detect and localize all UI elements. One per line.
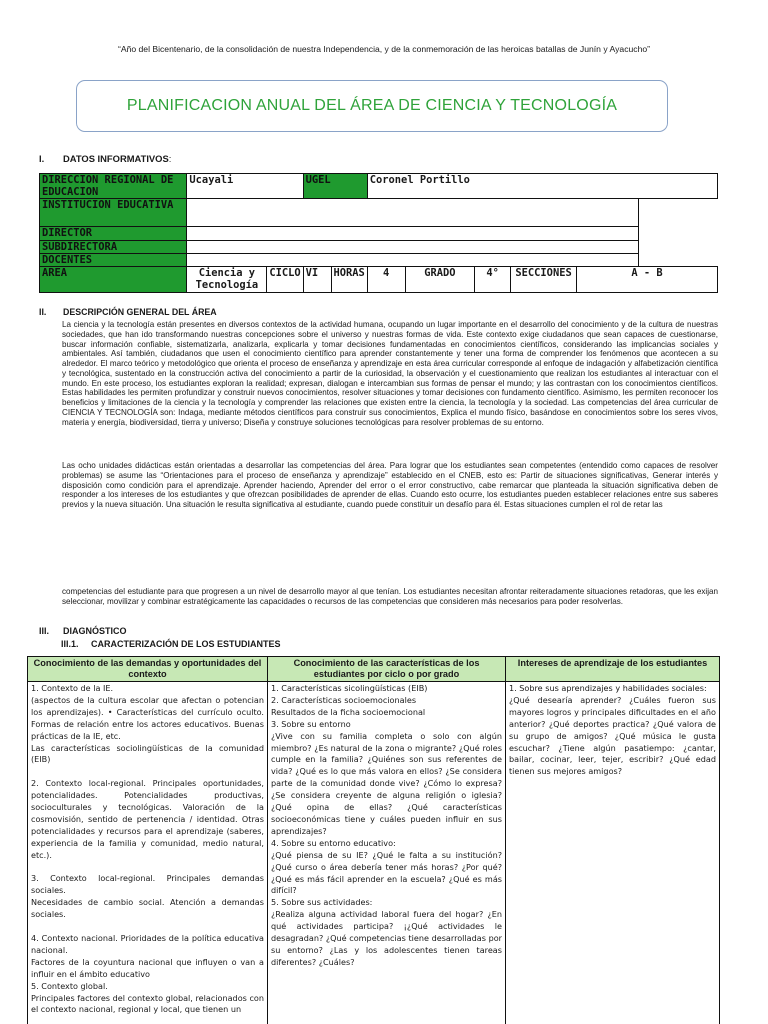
section-diagnostico-heading [39, 626, 127, 636]
section-title: DIAGNÓSTICO [63, 626, 127, 636]
diagnostico-line: ¿Realiza alguna actividad laboral fuera del hogar? ¿En qué actividades participa? ¡¿Qué actividades le desagradan? ¿Qué competencias tiene desarrolladas por su entorno? ¿Las y los adolescentes tienen tareas diferentes? ¿Cuáles? [271, 909, 502, 967]
diagnostico-line: 2. Características socioemocionales [271, 694, 417, 705]
diagnostico-line: 3. Sobre su entorno [271, 718, 351, 729]
diagnostico-line: 1. Características sicolingüísticas (EIB) [271, 683, 428, 693]
ugel-label: UGEL [303, 174, 367, 199]
section-datos-heading [39, 153, 171, 164]
dre-label: DIRECCION REGIONAL DE EDUCACION [40, 174, 187, 199]
subsection-caracterizacion-heading [61, 639, 281, 649]
horas-label: HORAS [331, 267, 367, 293]
section-title: DATOS INFORMATIVOS [63, 153, 169, 164]
subsection-title: CARACTERIZACIÓN DE LOS ESTUDIANTES [91, 639, 281, 649]
diagnostico-line: 4. Contexto nacional. Prioridades de la política educativa nacional. [31, 932, 264, 955]
diagnostico-line: 3. Contexto local-regional. Principales demandas sociales. [31, 873, 264, 896]
subdirectora-value [187, 240, 638, 253]
secciones-value: A - B [577, 267, 718, 293]
section-title: DESCRIPCIÓN GENERAL DEL ÁREA [63, 307, 217, 317]
header-intereses: Intereses de aprendizaje de los estudiantes [506, 657, 720, 682]
diagnostico-line: ¿Vive con su familia completa o solo con algún miembro? ¿Es natural de la zona o migrante? ¿Qué roles cumple en la familia? ¿Quiénes son sus referentes de vida? ¿Qué es lo que más valora en ellos? ¿Se considera parte de la comunidad donde vive? ¿Cómo lo expresa? ¿Se considera creyente de alguna religión o iglesia? ¿Qué opina de ellas? ¿Qué características socioeconómicas tiene y cuáles pueden influir en sus aprendizajes? [271, 730, 502, 836]
grado-label: GRADO [405, 267, 475, 293]
diagnostico-table [27, 656, 720, 1024]
section-number: III. [39, 626, 50, 636]
diagnostico-spacer [31, 766, 264, 778]
area-label: AREA [40, 267, 187, 293]
diagnostico-line: 5. Contexto global. [31, 980, 108, 991]
grado-value: 4° [475, 267, 511, 293]
descripcion-paragraph-2: Las ocho unidades didácticas están orientadas a desarrollar las competencias del área. Para lograr que los estudiantes sean competentes (entendido como capaces de resolver problemas) se asume las “Orientaciones para el proceso de enseñanza y aprendizaje” establecido en el CNEB, esto es: Partir de situaciones significativas, Generar interés y disposición como condición para el aprendizaje. Aprender haciendo, Aprender del error o el error constructivo, cabe remarcar que planteada la situación significativa deben de responder a los intereses de los estudiantes y que ofrezcan posibilidades de aprender de ellas. Cuando esto ocurre, los estudiantes pueden establecer relaciones entre sus saberes previos y la nueva situación. Una situación le resulta significativa al estudiante, cuando puede constituir un desafío para él. Estas situaciones cumplen el rol de retar las [62, 461, 718, 509]
header-demandas: Conocimiento de las demandas y oportunidades del contexto [28, 657, 268, 682]
ciclo-value: VI [303, 267, 331, 293]
diagnostico-line: Resultados de la ficha socioemocional [271, 706, 426, 717]
secciones-label: SECCIONES [511, 267, 577, 293]
docentes-value [187, 253, 638, 266]
diagnostico-line: 1. Sobre sus aprendizajes y habilidades sociales: [509, 683, 707, 693]
section-colon: : [168, 153, 172, 164]
docentes-label: DOCENTES [40, 253, 187, 266]
diagnostico-line: 1. Contexto de la IE. [31, 683, 114, 693]
institucion-value [187, 199, 638, 227]
caracteristicas-cell [268, 682, 506, 1024]
header-caracteristicas: Conocimiento de las características de los estudiantes por ciclo o por grado [268, 657, 506, 682]
diagnostico-line: Necesidades de cambio social. Atención a demandas sociales. [31, 897, 264, 920]
area-value: Ciencia y Tecnología [187, 267, 267, 293]
datos-informativos-table [39, 173, 718, 293]
diagnostico-line: 5. Sobre sus actividades: [271, 897, 373, 908]
diagnostico-line: Principales factores del contexto global, relacionados con el contexto nacional, regional y local, que tienen un [31, 992, 264, 1015]
ugel-value: Coronel Portillo [367, 174, 717, 199]
diagnostico-line: ¿Qué desearía aprender? ¿Cuáles fueron sus mayores logros y principales dificultades en el año anterior? ¿Qué deportes practica? ¿Qué valora de su grupo de amigos? ¿Qué música le gusta escuchar? ¿Tiene algún pasatiempo: ¿cantar, bailar, cocinar, leer, tejer, escribir? ¿Qué edad tienen sus mejores amigos? [509, 694, 716, 777]
diagnostico-line: Factores de la coyuntura nacional que influyen o van a influir en el ámbito educativo [31, 956, 264, 979]
diagnostico-spacer [31, 862, 264, 874]
diagnostico-line: ¿Qué piensa de su IE? ¿Qué le falta a su institución? ¿Qué curso o área debería tener más horas? ¿Por qué? ¿Qué es más fácil aprender en la escuela? ¿Qué es más difícil? [271, 849, 502, 896]
section-number: II. [39, 307, 47, 317]
descripcion-paragraph-3: competencias del estudiante para que progresen a un nivel de desarrollo mayor al que tenían. Los estudiantes necesitan afrontar reiteradamente situaciones retadoras, que les exijan seleccionar, movilizar y combinar estratégicamente las capacidades o recursos de las competencias que consideren más necesarios para poder resolverlas. [62, 587, 718, 606]
document-title: PLANIFICACION ANUAL DEL ÁREA DE CIENCIA Y TECNOLOGÍA [126, 97, 618, 114]
ciclo-label: CICLO [267, 267, 303, 293]
header-motto: “Año del Bicentenario, de la consolidación de nuestra Independencia, y de la conmemoración de las heroicas batallas de Junín y Ayacucho” [117, 44, 651, 54]
diagnostico-line: 2. Contexto local-regional. Principales oportunidades, potencialidades. Potencialidades productivas, socioculturales y tecnológicas. Valoración de la cosmovisión, sentido de pertenencia / identidad. Otras potencialidades y recursos para el aprendizaje (saberes, experiencia de la familia y comunidad, medio natural, etc.). [31, 778, 264, 860]
diagnostico-line: Las características sociolingüísticas de la comunidad (EIB) [31, 742, 264, 765]
horas-value: 4 [367, 267, 405, 293]
dre-value: Ucayali [187, 174, 303, 199]
subdirectora-label: SUBDIRECTORA [40, 240, 187, 253]
diagnostico-line: (aspectos de la cultura escolar que afectan o potencian los aprendizajes). • Características del currículo oculto. Formas de relación entre los actores educativos. Buenas prácticas de la IE, etc. [31, 694, 264, 741]
section-descripcion-heading [39, 307, 217, 317]
intereses-cell [506, 682, 720, 1024]
director-label: DIRECTOR [40, 227, 187, 240]
diagnostico-spacer [31, 921, 264, 933]
subsection-number: III.1. [61, 639, 79, 649]
institucion-label: INSTITUCION EDUCATIVA [40, 199, 187, 227]
demandas-cell [28, 682, 268, 1024]
section-number: I. [39, 153, 45, 164]
director-value [187, 227, 638, 240]
document-title-box [76, 80, 668, 132]
diagnostico-line: 4. Sobre su entorno educativo: [271, 837, 396, 848]
descripcion-paragraph-1: La ciencia y la tecnología están presentes en diversos contextos de la actividad humana, ocupando un lugar importante en el desarrollo del conocimiento y de la cultura de nuestras sociedades, que han ido transformando nuestras concepciones sobre el universo y nuestras formas de vida. Este contexto exige ciudadanos que sean capaces de cuestionarse, buscar información confiable, sistematizarla, analizarla, explicarla y tomar decisiones fundamentadas en conocimientos científicos, considerando las implicancias sociales y ambientales. Así también, ciudadanos que usen el conocimiento científico para aprender constantemente y tener una forma de comprender los fenómenos que acontecen a su alrededor. El marco teórico y metodológico que orienta el proceso de enseñanza y aprendizaje en esta área curricular corresponde al enfoque de indagación y alfabetización científica y tecnológica, sustentado en la construcción activa del conocimiento a partir de la curiosidad, la observación y el cuestionamiento que realizan los estudiantes al interactuar con el mundo. En este proceso, los estudiantes exploran la realidad; expresan, dialogan e intercambian sus formas de pensar el mundo; y las contrastan con los conocimientos científicos. Estas habilidades les permiten profundizar y construir nuevos conocimientos, resolver situaciones y tomar decisiones con fundamento científico. Asimismo, les permiten reconocer los beneficios y limitaciones de la ciencia y la tecnología y comprender las relaciones que existen entre la ciencia, la tecnología y la sociedad. Las competencias del área curricular de CIENCIA Y TECNOLOGÍA son: Indaga, mediante métodos científicos para construir sus conocimientos, Explica el mundo físico, basándose en conocimientos sobre los seres vivos, materia y energía, biodiversidad, tierra y universo; Diseña y construye soluciones tecnológicas para resolver problemas de su entorno. [62, 320, 718, 427]
